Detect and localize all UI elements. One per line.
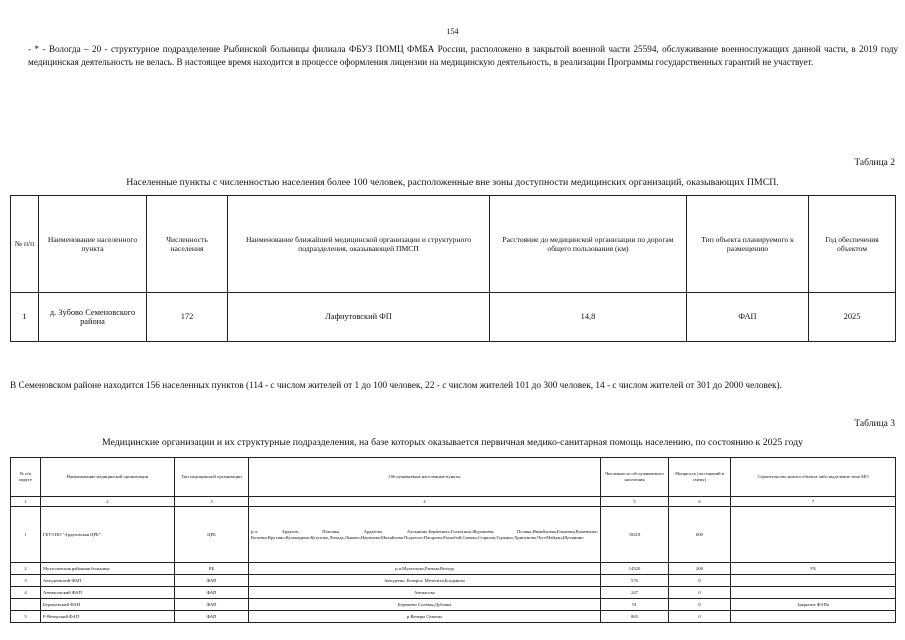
table-cell: Автодеево, Кочерга, Мечетиха,Богданово	[249, 575, 601, 587]
table-cell: 0	[669, 599, 731, 611]
table-cell: 14,8	[490, 293, 687, 342]
table-cell	[731, 611, 896, 623]
table-cell: Мухтоловская районная больница	[41, 563, 175, 575]
table2-caption: Населенные пункты с численностью населения более 100 человек, расположенные вне зоны доступности медицинских организаций, оказывающих ПМСП.	[126, 177, 779, 188]
header-cell: № п/п	[11, 196, 39, 293]
table-cell: 3	[11, 575, 41, 587]
header-cell: Год обеспечения объектом	[809, 196, 896, 293]
column-number: 2	[41, 497, 175, 507]
table-cell: ФАП	[687, 293, 809, 342]
table-cell: РБ	[175, 563, 249, 575]
table-cell: 1	[11, 293, 39, 342]
header-cell: Наименование медицинской организации	[41, 458, 175, 497]
header-cell: Наименование ближайшей медицинской организации и структурного подразделения, оказывающей ПМСП	[228, 196, 490, 293]
table-cell: ФАП	[175, 611, 249, 623]
table-row	[11, 563, 896, 575]
table-row	[11, 507, 896, 563]
table-cell: ЦРБ	[175, 507, 249, 563]
header-cell: № п/п округе	[11, 458, 41, 497]
column-number: 3	[175, 497, 249, 507]
column-number: 6	[669, 497, 731, 507]
header-cell: Расстояние до медицинской организации по дорогам общего пользования (км)	[490, 196, 687, 293]
page-number: 154	[446, 27, 459, 36]
table-cell: 247	[601, 587, 669, 599]
table-cell: р.п.Мухтолово,Ризьма,Веледа	[249, 563, 601, 575]
table-cell: 576	[601, 575, 669, 587]
column-number: 5	[601, 497, 669, 507]
header-cell: Тип медицинской организации	[175, 458, 249, 497]
column-number-row	[11, 497, 896, 507]
table-cell: р.п. Ардатов, Поповка, Ардатово, Ахлынино,Бермениха,Голяхтино,Журовлёва Поляна,Иванйловка,Елкаевка,Кожевенье, Котовка,Крутино,Кузьмадино,Кутузово,Личадь,Лыково,Наумовка,Михайлова Подлесье,Пасарево,Разнобой,Сиенка,Старшов,Гуркино,Хрипунова,Чуп-Майдан,Щетинино	[249, 507, 601, 563]
table-cell: Берешевский ФАП	[41, 599, 175, 611]
table-row	[11, 611, 896, 623]
table-row	[11, 293, 896, 342]
table2-label: Таблица 2	[854, 158, 895, 168]
table-medical-organizations	[10, 457, 896, 623]
table-cell: 0	[669, 575, 731, 587]
header-cell: Численность обслуживаемого населения	[601, 458, 669, 497]
header-cell: Строительство нового объекта либо выделение типа МО	[731, 458, 896, 497]
table-cell: 865	[601, 611, 669, 623]
table-cell: 14320	[601, 563, 669, 575]
table-cell: 91	[601, 599, 669, 611]
header-cell: Тип объекта планируемого к размещению	[687, 196, 809, 293]
table-settlements-outside-access	[10, 195, 896, 342]
table-cell: 18418	[601, 507, 669, 563]
table-header-row	[11, 196, 896, 293]
table-cell	[731, 587, 896, 599]
footnote-text: - * - Вологда – 20 - структурное подразделение Рыбинской больницы филиала ФБУЗ ПОМЦ ФМБА России, расположено в закрытой военной части 25594, обслуживание военнослужащих данной части, в 2019 году медицинская деятельность не велась. В настоящее время находится в процессе оформления лицензии на медицинскую деятельность, в реализации Программы государственных гарантий не участвует.	[28, 44, 898, 67]
table-header-row	[11, 458, 896, 497]
table-row	[11, 587, 896, 599]
table-row	[11, 599, 896, 611]
column-number: 7	[731, 497, 896, 507]
table-cell: 5	[11, 611, 41, 623]
table-cell	[11, 599, 41, 611]
table-cell: Р-Вечерский ФАП	[41, 611, 175, 623]
table-cell: 0	[669, 587, 731, 599]
header-cell: Обслуживаемые населенные пункты	[249, 458, 601, 497]
column-number: 1	[11, 497, 41, 507]
table3-label: Таблица 3	[854, 419, 895, 429]
column-number: 4	[249, 497, 601, 507]
table-cell: ГБУЗ НО "Ардатовская ЦРБ"	[41, 507, 175, 563]
table-cell	[731, 507, 896, 563]
table-cell: 4	[11, 587, 41, 599]
table-cell: 1	[11, 507, 41, 563]
table-cell: 172	[147, 293, 228, 342]
table-cell: Берешево Солёмы,Дубовка	[249, 599, 601, 611]
table-cell	[731, 575, 896, 587]
table-cell: Атемасовский ФАП	[41, 587, 175, 599]
table-cell: 200	[669, 563, 731, 575]
header-cell: Мощность (посещений в смену)	[669, 458, 731, 497]
table-cell: УБ	[731, 563, 896, 575]
header-cell: Наименование населенного пункта	[39, 196, 147, 293]
table-cell: 0	[669, 611, 731, 623]
table-cell: р.Вечеры Сёмены	[249, 611, 601, 623]
table3-caption: Медицинские организации и их структурные подразделения, на базе которых оказывается первичная медико-санитарная помощь населению, по состоянию к 2025 году	[101, 437, 804, 448]
table-cell: ФАП	[175, 587, 249, 599]
table-row	[11, 575, 896, 587]
table-cell: Лафнутовский ФП	[228, 293, 490, 342]
table-cell: 2025	[809, 293, 896, 342]
table-cell: Атемасово	[249, 587, 601, 599]
table-cell: ФАП	[175, 599, 249, 611]
table-cell: ФАП	[175, 575, 249, 587]
table-cell: д. Зубово Семеновского района	[39, 293, 147, 342]
table-cell: Закрытие ФАПа	[731, 599, 896, 611]
table-cell: 600	[669, 507, 731, 563]
district-settlements-paragraph: В Семеновском районе находится 156 населенных пунктов (114 - с числом жителей от 1 до 100 человек, 22 - с числом жителей 101 до 300 человек, 14 - с числом жителей от 301 до 2000 человек).	[10, 381, 782, 391]
header-cell: Численность населения	[147, 196, 228, 293]
table-cell: Автодеевский ФАП	[41, 575, 175, 587]
table-cell: 2	[11, 563, 41, 575]
